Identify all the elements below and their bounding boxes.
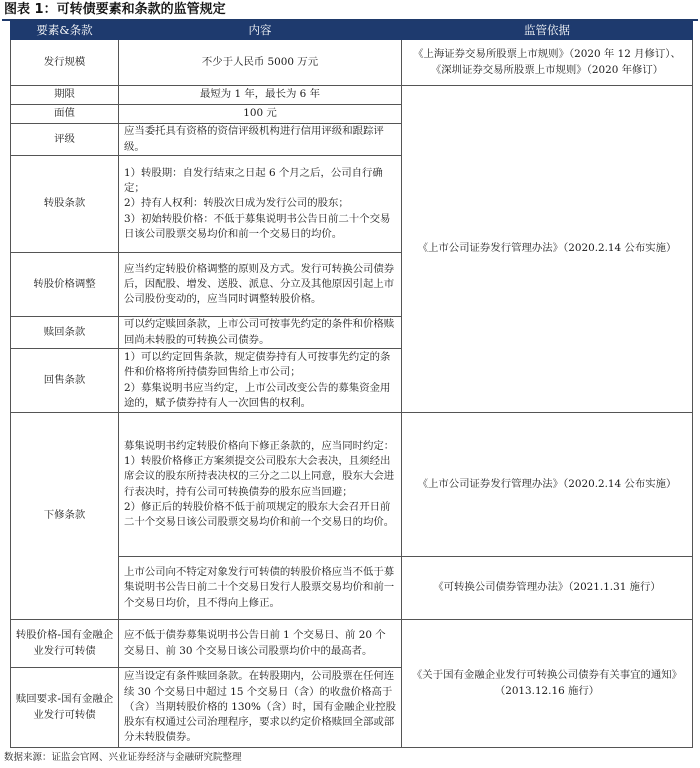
item-cell: 评级 [11,124,119,156]
table-row [11,413,693,557]
content-cell: 应当委托具有资格的资信评级机构进行信用评级和跟踪评级。 [119,124,402,156]
content-cell: 应当设定有条件赎回条款。在转股期内，公司股票在任何连续 30 个交易日中超过 15 个交易日（含）的收盘价格高于（含）当期转股价格的 130%（含）时，国有金融企业控股股东有权通过公司治理程序，要求以约定价格赎回全部或部分未转股债券。 [119,668,402,748]
basis-cell: 《上市公司证券发行管理办法》（2020.2.14 公布实施） [402,413,693,557]
table-row [11,40,693,86]
basis-cell: 《可转换公司债券管理办法》（2021.1.31 施行） [402,557,693,620]
content-cell: 可以约定赎回条款，上市公司可按事先约定的条件和价格赎回尚未转股的可转换公司债券。 [119,317,402,349]
basis-cell: 《上海证券交易所股票上市规则》（2020 年 12 月修订）、《深圳证券交易所股票上市规则》（2020 年修订） [402,40,693,86]
item-cell: 发行规模 [11,40,119,86]
content-cell: 上市公司向不特定对象发行可转债的转股价格应当不低于募集说明书公告日前二十个交易日发行人股票交易均价和前一个交易日均价，且不得向上修正。 [119,557,402,620]
content-cell: 不少于人民币 5000 万元 [119,40,402,86]
basis-cell: 《上市公司证券发行管理办法》（2020.2.14 公布实施） [402,86,693,413]
item-cell: 回售条款 [11,349,119,413]
item-cell: 转股条款 [11,156,119,253]
data-source-note: 数据来源：证监会官网、兴业证券经济与金融研究院整理 [4,752,242,763]
item-cell: 赎回要求-国有金融企业发行可转债 [11,668,119,748]
item-cell: 赎回条款 [11,317,119,349]
content-cell: 应当约定转股价格调整的原则及方式。发行可转换公司债券后，因配股、增发、送股、派息、分立及其他原因引起上市公司股份变动的，应当同时调整转股价格。 [119,253,402,317]
header-content: 内容 [119,22,402,40]
item-cell: 面值 [11,105,119,124]
header-item: 要素&条款 [11,22,119,40]
content-cell: 应不低于债券募集说明书公告日前 1 个交易日、前 20 个交易日、前 30 个交易日该公司股票均价中的最高者。 [119,620,402,668]
content-cell: 募集说明书约定转股价格向下修正条款的，应当同时约定： 1）转股价格修正方案须提交公司股东大会表决，且须经出席会议的股东所持表决权的三分之二以上同意，股东大会进行表决时，持有公司可转换债券的股东应当回避； 2）修正后的转股价格不低于前项规定的股东大会召开日前二十个交易日该公司股票交易均价和前一个交易日的均价。 [119,413,402,557]
item-cell: 下修条款 [11,413,119,620]
regulation-table [10,21,693,748]
basis-cell: 《关于国有金融企业发行可转换公司债券有关事宜的通知》（2013.12.16 施行） [402,620,693,748]
item-cell: 期限 [11,86,119,105]
header-basis: 监管依据 [402,22,693,40]
table-row [11,86,693,105]
item-cell: 转股价格调整 [11,253,119,317]
content-cell: 100 元 [119,105,402,124]
table-row [11,620,693,668]
content-cell: 1）转股期：自发行结束之日起 6 个月之后，公司自行确定； 2）持有人权利：转股次日成为发行公司的股东； 3）初始转股价格：不低于募集说明书公告日前二十个交易日该公司股票交易均价和前一个交易日的均价。 [119,156,402,253]
figure-title: 图表 1：可转债要素和条款的监管规定 [4,2,226,17]
header-row [11,22,693,40]
content-cell: 最短为 1 年，最长为 6 年 [119,86,402,105]
content-cell: 1）可以约定回售条款，规定债券持有人可按事先约定的条件和价格将所持债券回售给上市公司； 2）募集说明书应当约定，上市公司改变公告的募集资金用途的，赋予债券持有人一次回售的权利。 [119,349,402,413]
item-cell: 转股价格-国有金融企业发行可转债 [11,620,119,668]
